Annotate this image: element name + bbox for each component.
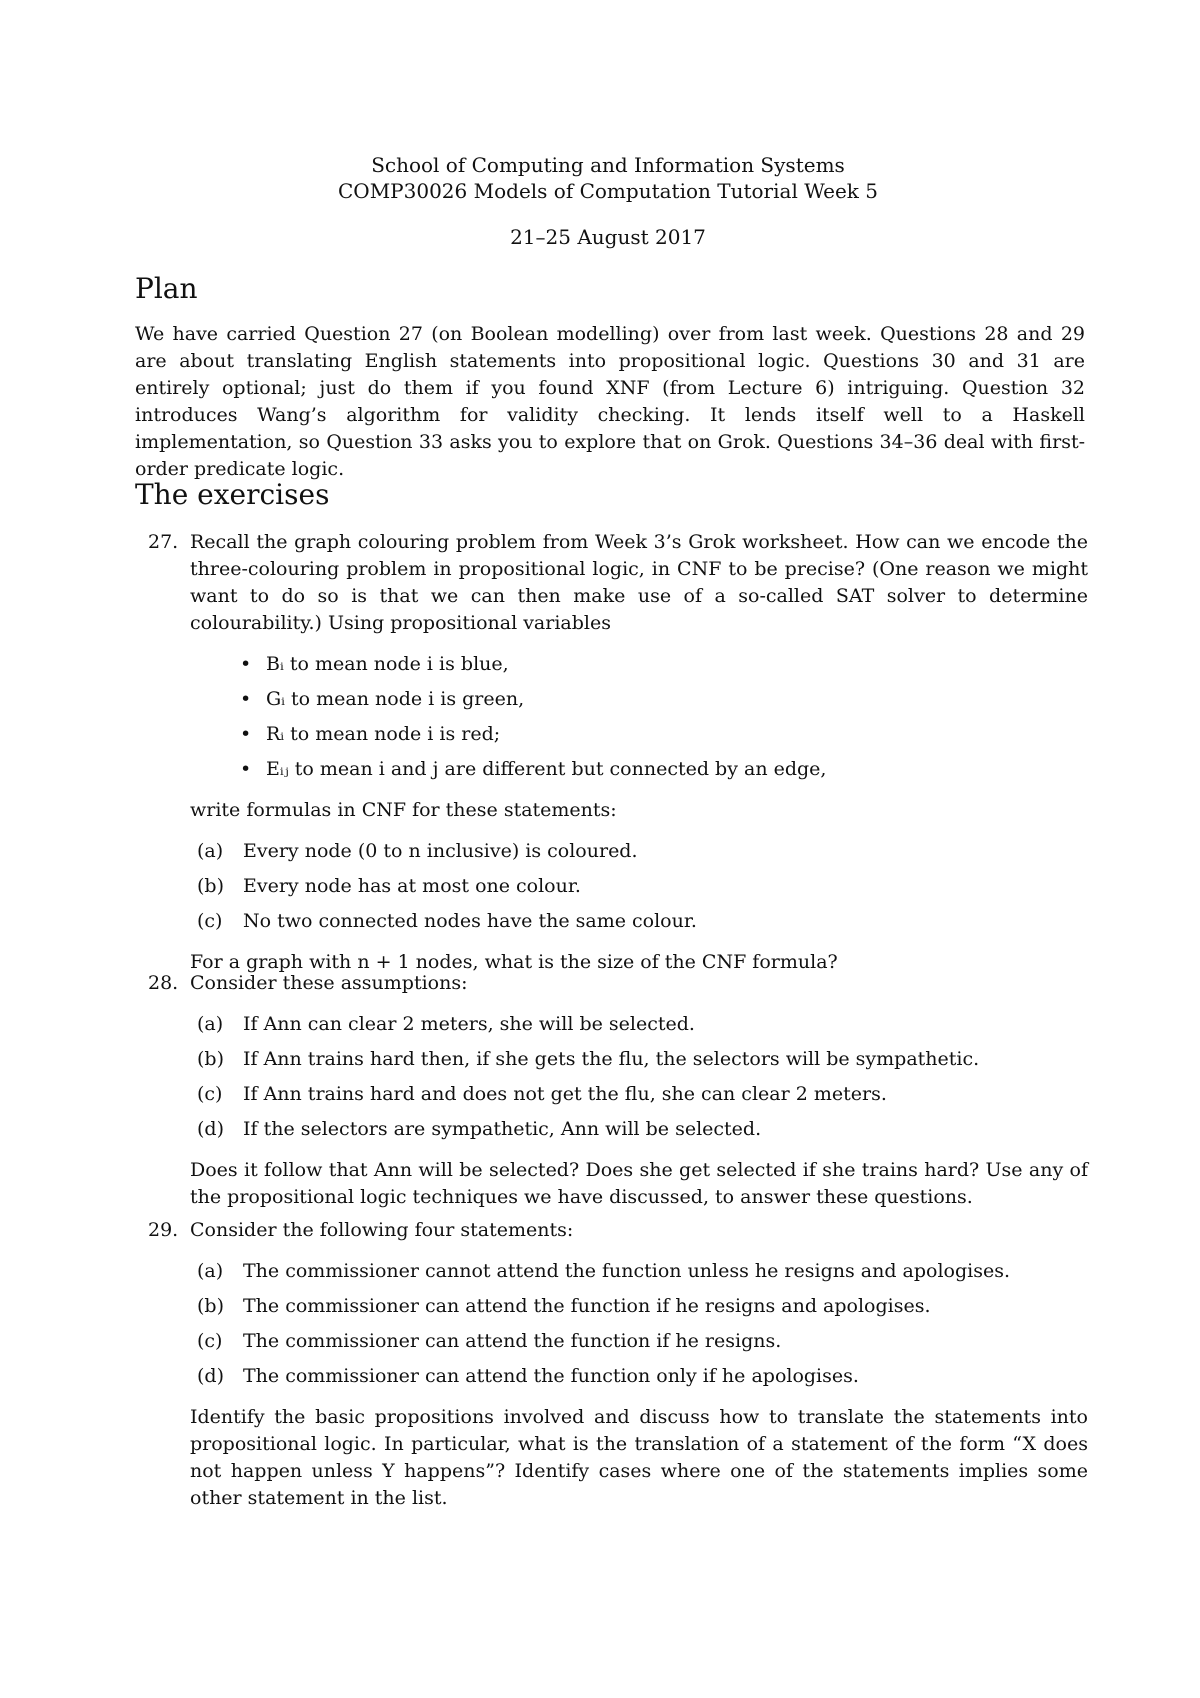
sub-question: (a) The commissioner cannot attend the function unless he resigns and apologises. bbox=[197, 1260, 1011, 1282]
question-intro: Consider these assumptions: bbox=[190, 972, 468, 994]
question-closing: Identify the basic propositions involved and discuss how to translate the statements into propositional logic. In particular, what is the translation of a statement of the form “X does not happen unless Y happens”? Identify cases where one of the statements implies some other statement in the list. bbox=[190, 1406, 1088, 1509]
variable-list bbox=[240, 647, 1088, 787]
question-lead: write formulas in CNF for these statements: bbox=[190, 799, 617, 821]
question-27 bbox=[148, 529, 1088, 976]
bullet-icon: • bbox=[240, 653, 252, 675]
question-number: 28. bbox=[148, 972, 179, 994]
question-number: 29. bbox=[148, 1219, 179, 1241]
sub-question: (d) The commissioner can attend the function only if he apologises. bbox=[197, 1365, 859, 1387]
sub-question: (c) If Ann trains hard and does not get the flu, she can clear 2 meters. bbox=[197, 1083, 887, 1105]
plan-paragraph: We have carried Question 27 (on Boolean modelling) over from last week. Questions 28 and 29 are about translating English statements into propositional logic. Questions 30 and 31 are entirely optional; just do them if you found XNF (from Lecture 6) intriguing. Question 32 introduces Wang’s algorithm for validity checking. It lends itself well to a Haskell implementation, so Question 33 asks you to explore that on Grok. Questions 34–36 deal with first-order predicate logic. bbox=[135, 323, 1085, 480]
sub-question: (a) If Ann can clear 2 meters, she will be selected. bbox=[197, 1013, 695, 1035]
list-item: • Bᵢ to mean node i is blue, bbox=[240, 647, 1088, 682]
question-closing: For a graph with n + 1 nodes, what is the size of the CNF formula? bbox=[190, 951, 838, 973]
list-item: • Rᵢ to mean node i is red; bbox=[240, 717, 1088, 752]
course-title: COMP30026 Models of Computation Tutorial Week 5 bbox=[338, 179, 878, 203]
list-item: • Gᵢ to mean node i is green, bbox=[240, 682, 1088, 717]
sub-question-list bbox=[197, 1254, 1088, 1394]
sub-question: (b) If Ann trains hard then, if she gets the flu, the selectors will be sympathetic. bbox=[197, 1048, 980, 1070]
exercises-heading: The exercises bbox=[135, 478, 330, 511]
question-28 bbox=[148, 970, 1088, 1211]
question-number: 27. bbox=[148, 531, 179, 553]
sub-question: (c) No two connected nodes have the same colour. bbox=[197, 910, 697, 932]
tutorial-date: 21–25 August 2017 bbox=[510, 225, 706, 249]
sub-question-list bbox=[197, 1007, 1088, 1147]
sub-question: (d) If the selectors are sympathetic, Ann will be selected. bbox=[197, 1118, 762, 1140]
question-closing: Does it follow that Ann will be selected? Does she get selected if she trains hard? Use any of the propositional logic techniques we have discussed, to answer these questions. bbox=[190, 1159, 1088, 1208]
question-29 bbox=[148, 1217, 1088, 1512]
bullet-icon: • bbox=[240, 688, 252, 710]
school-name: School of Computing and Information Systems bbox=[371, 153, 845, 177]
document-header bbox=[0, 152, 1200, 250]
question-intro: Recall the graph colouring problem from Week 3’s Grok worksheet. How can we encode the three-colouring problem in propositional logic, in CNF to be precise? (One reason we might want to do so is that we can then make use of a so-called SAT solver to determine colourability.) Using propositional variables bbox=[190, 531, 1088, 634]
sub-question: (c) The commissioner can attend the function if he resigns. bbox=[197, 1330, 782, 1352]
sub-question: (b) The commissioner can attend the function if he resigns and apologises. bbox=[197, 1295, 931, 1317]
sub-question: (a) Every node (0 to n inclusive) is coloured. bbox=[197, 840, 638, 862]
plan-heading: Plan bbox=[135, 272, 198, 305]
list-item: • Eᵢⱼ to mean i and j are different but connected by an edge, bbox=[240, 752, 1088, 787]
question-intro: Consider the following four statements: bbox=[190, 1219, 574, 1241]
bullet-icon: • bbox=[240, 723, 252, 745]
bullet-icon: • bbox=[240, 758, 252, 780]
sub-question: (b) Every node has at most one colour. bbox=[197, 875, 581, 897]
sub-question-list bbox=[197, 834, 1088, 939]
